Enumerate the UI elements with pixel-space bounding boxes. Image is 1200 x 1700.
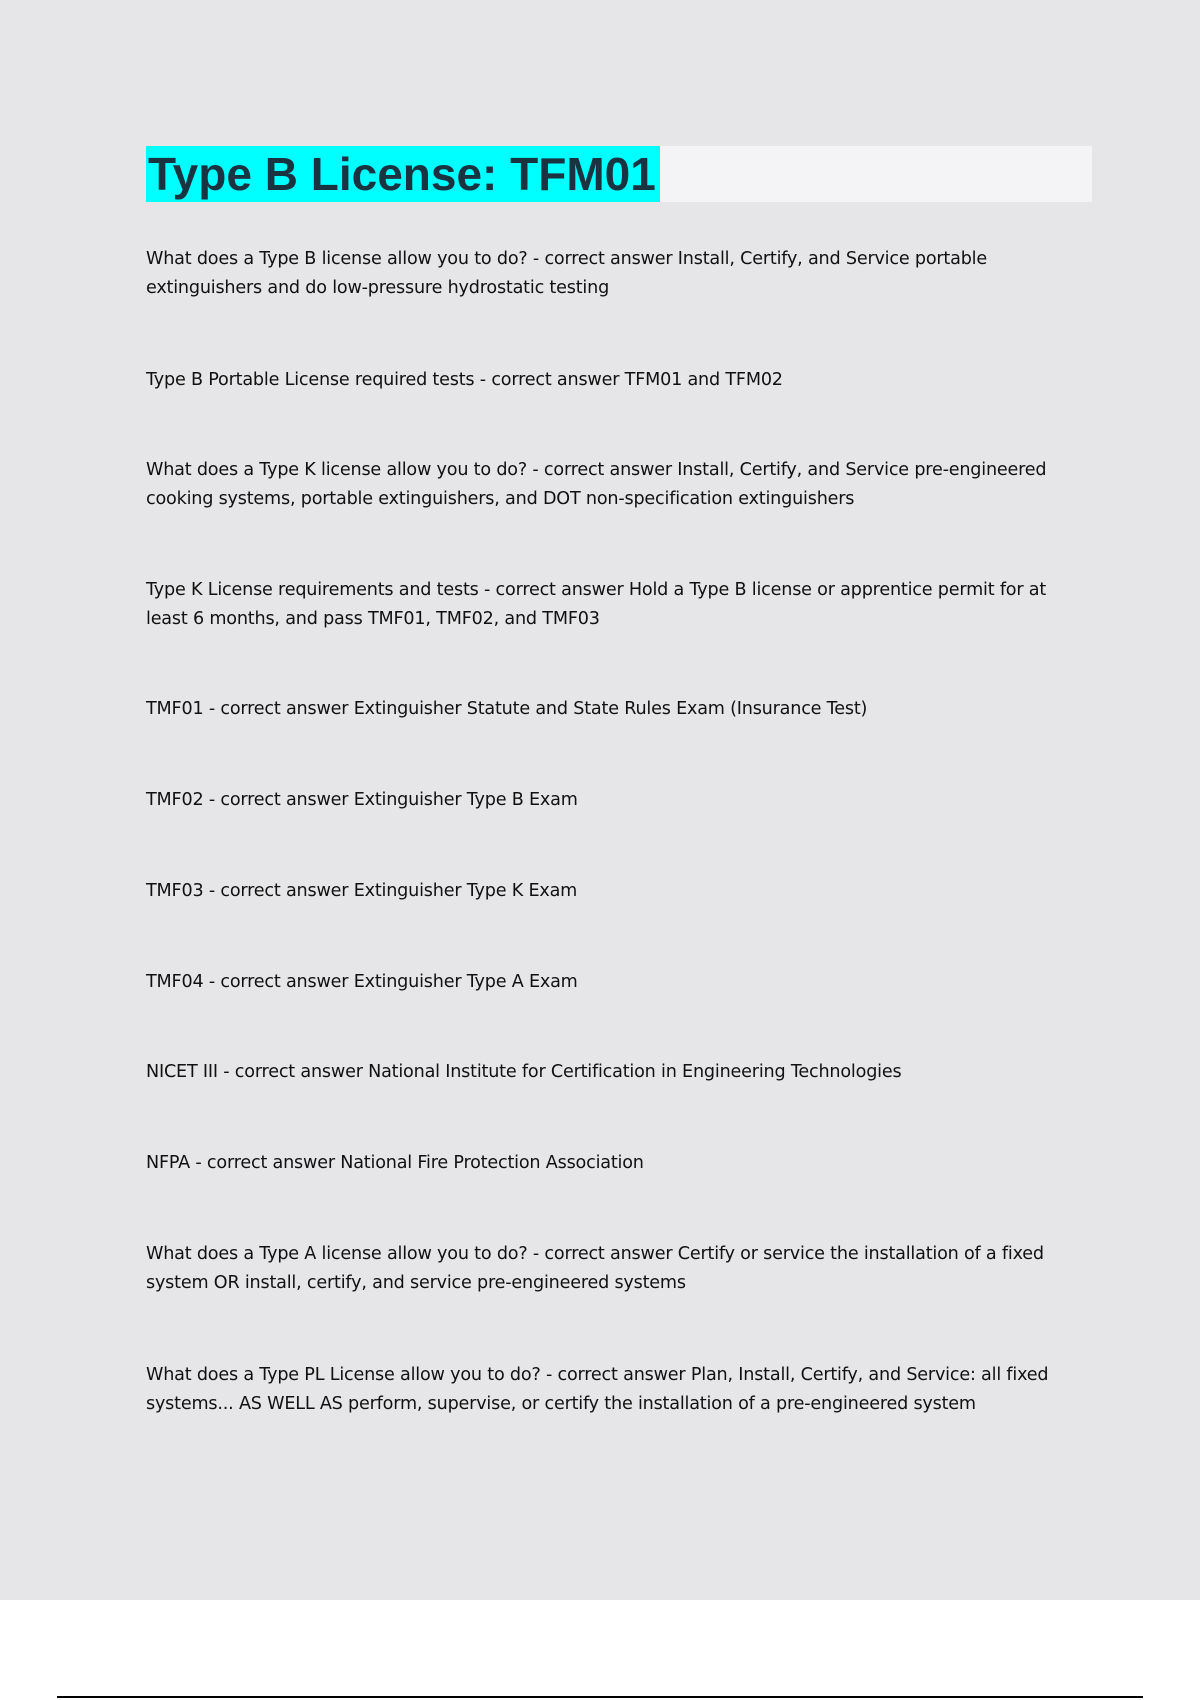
qa-entry-6: TMF02 - correct answer Extinguisher Type B Exam — [146, 790, 578, 810]
qa-entry-4: Type K License requirements and tests - correct answer Hold a Type B license or apprentice permit for at least 6 months, and pass TMF01, TMF02, and TMF03 — [146, 580, 1047, 629]
qa-entry-5: TMF01 - correct answer Extinguisher Statute and State Rules Exam (Insurance Test) — [146, 699, 868, 719]
qa-entry-7: TMF03 - correct answer Extinguisher Type K Exam — [146, 881, 578, 901]
qa-entry-10: NFPA - correct answer National Fire Protection Association — [146, 1153, 644, 1173]
qa-entry-8: TMF04 - correct answer Extinguisher Type A Exam — [146, 972, 578, 992]
page-bottom-rule — [57, 1696, 1143, 1698]
qa-entry-1: What does a Type B license allow you to do? - correct answer Install, Certify, and Service portable extinguishers and do low-pressure hydrostatic testing — [146, 249, 987, 298]
qa-entry-2: Type B Portable License required tests - correct answer TFM01 and TFM02 — [146, 370, 783, 390]
document-title: Type B License: TFM01 — [146, 146, 660, 202]
qa-entry-12: What does a Type PL License allow you to do? - correct answer Plan, Install, Certify, and Service: all fixed systems... AS WELL AS perform, supervise, or certify the installation of a pre-engineered system — [146, 1365, 1049, 1414]
qa-entry-11: What does a Type A license allow you to do? - correct answer Certify or service the installation of a fixed system OR install, certify, and service pre-engineered systems — [146, 1244, 1044, 1293]
title-section — [146, 146, 1092, 202]
qa-entry-3: What does a Type K license allow you to do? - correct answer Install, Certify, and Service pre-engineered cooking systems, portable extinguishers, and DOT non-specification extinguishers — [146, 460, 1047, 509]
title-bar — [146, 146, 1092, 202]
qa-entry-9: NICET III - correct answer National Institute for Certification in Engineering Technologies — [146, 1062, 902, 1082]
